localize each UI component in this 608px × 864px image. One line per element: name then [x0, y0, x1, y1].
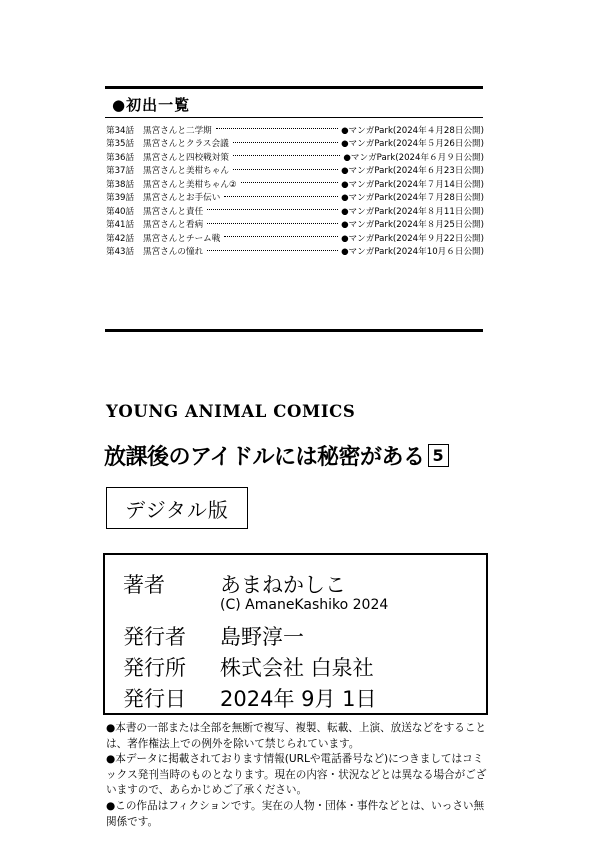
- episode-title: 黒宮さんとお手伝い: [143, 193, 221, 204]
- publisher-person: 島野淳一: [220, 625, 304, 649]
- episode-publication: ●マンガPark(2024年６月23日公開): [341, 166, 484, 177]
- leader-dots: [233, 169, 338, 170]
- publisher-name: 株式会社 白泉社: [220, 656, 374, 680]
- copyright-notice: (C) AmaneKashiko 2024: [220, 597, 389, 613]
- list-item: [106, 123, 484, 137]
- credits-box: [103, 553, 488, 715]
- episode-publication: ●マンガPark(2024年６月９日公開): [343, 152, 484, 163]
- top-rule: [105, 86, 483, 89]
- episode-title: 黒宮さんとチーム戦: [143, 233, 221, 244]
- leader-dots: [241, 182, 338, 183]
- episode-title: 黒宮さんと二学期: [143, 125, 212, 136]
- leader-dots: [207, 209, 338, 210]
- episode-publication: ●マンガPark(2024年７月28日公開): [341, 193, 484, 204]
- episode-publication: ●マンガPark(2024年10月６日公開): [341, 247, 484, 258]
- list-item: [106, 204, 484, 218]
- publisher-label: 発行所: [123, 656, 186, 680]
- volume-number: 5: [428, 444, 449, 467]
- publication-date: 2024年 9月 1日: [220, 687, 377, 711]
- list-item: [106, 164, 484, 178]
- note-data-info: ●本データに掲載されております情報(URLや電話番号など)につきましてはコミックス発刊当時のものとなります。現在の内容・状況などとは異なる場合がございますので、あらかじめご了承ください。: [106, 753, 487, 797]
- note-fiction: ●この作品はフィクションです。実在の人物・団体・事件などとは、いっさい無関係です。: [106, 799, 485, 828]
- first-appearance-title: ●初出一覧: [112, 96, 191, 114]
- episode-title: 黒宮さんと看病: [143, 220, 204, 231]
- list-item: [106, 191, 484, 205]
- author-name: あまねかしこ: [220, 573, 346, 597]
- date-label: 発行日: [123, 687, 186, 711]
- episode-title: 黒宮さんと四校戦対策: [143, 152, 229, 163]
- episode-number: 第36話: [106, 152, 135, 163]
- leader-dots: [233, 155, 340, 156]
- episode-publication: ●マンガPark(2024年４月28日公開): [341, 125, 484, 136]
- episode-title: 黒宮さんとクラス会議: [143, 139, 229, 150]
- episode-publication: ●マンガPark(2024年９月22日公開): [341, 233, 484, 244]
- author-label: 著者: [123, 573, 165, 597]
- episode-publication: ●マンガPark(2024年８月11日公開): [341, 206, 484, 217]
- edition-box: [106, 487, 248, 529]
- episode-title: 黒宮さんと美柑ちゃん②: [143, 179, 237, 190]
- episode-list: [106, 123, 484, 258]
- episode-title: 黒宮さんと責任: [143, 206, 204, 217]
- book-title-row: [104, 440, 449, 471]
- list-item: [106, 150, 484, 164]
- episode-number: 第42話: [106, 233, 135, 244]
- episode-publication: ●マンガPark(2024年５月26日公開): [341, 139, 484, 150]
- list-header-rule: [105, 117, 483, 118]
- episode-number: 第43話: [106, 247, 135, 258]
- episode-publication: ●マンガPark(2024年７月14日公開): [341, 179, 484, 190]
- note-copyright: ●本書の一部または全部を無断で複写、複製、転載、上演、放送などをすることは、著作権法上での例外を除いて禁じられています。: [106, 722, 487, 750]
- list-item: [106, 177, 484, 191]
- list-bottom-rule: [105, 329, 483, 332]
- episode-number: 第35話: [106, 139, 135, 150]
- episode-publication: ●マンガPark(2024年８月25日公開): [341, 220, 484, 231]
- legal-notes: [106, 721, 491, 830]
- episode-title: 黒宮さんの憧れ: [143, 247, 204, 258]
- episode-number: 第34話: [106, 125, 135, 136]
- edition-label: デジタル版: [125, 497, 229, 522]
- list-item: [106, 218, 484, 232]
- list-item: [106, 137, 484, 151]
- episode-number: 第37話: [106, 166, 135, 177]
- leader-dots: [207, 223, 338, 224]
- episode-number: 第39話: [106, 193, 135, 204]
- episode-number: 第40話: [106, 206, 135, 217]
- publisher-person-label: 発行者: [123, 625, 186, 649]
- series-name: YOUNG ANIMAL COMICS: [106, 402, 356, 421]
- list-item: [106, 231, 484, 245]
- episode-title: 黒宮さんと美柑ちゃん: [143, 166, 229, 177]
- leader-dots: [224, 196, 338, 197]
- list-item: [106, 245, 484, 259]
- leader-dots: [224, 236, 338, 237]
- episode-number: 第38話: [106, 179, 135, 190]
- episode-number: 第41話: [106, 220, 135, 231]
- leader-dots: [207, 250, 338, 251]
- book-title: 放課後のアイドルには秘密がある: [104, 445, 425, 470]
- leader-dots: [216, 128, 338, 129]
- leader-dots: [233, 142, 338, 143]
